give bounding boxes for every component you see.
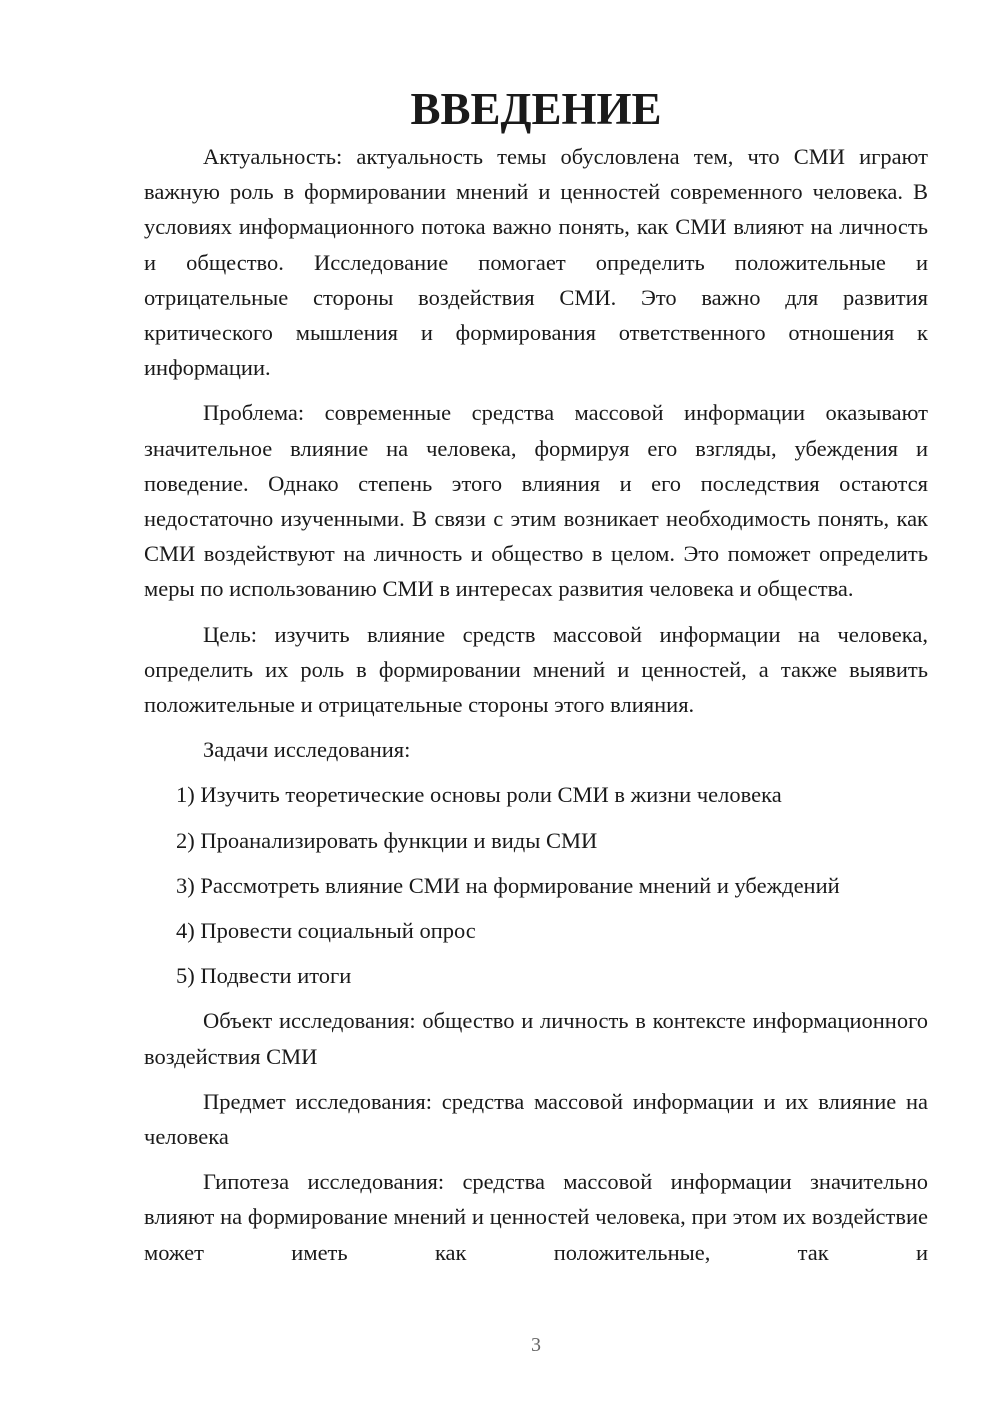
- task-item-2: 2) Проанализировать функции и виды СМИ: [176, 827, 598, 853]
- task-item-4: 4) Провести социальный опрос: [176, 918, 476, 944]
- paragraph-object: Объект исследования: общество и личность в контексте информационного воздействия СМИ: [144, 1008, 928, 1069]
- paragraph-goal: Цель: изучить влияние средств массовой информации на человека, определить их роль в формировании мнений и ценностей, а также выявить положительные и отрицательные стороны этого влияния.: [144, 621, 928, 718]
- paragraph-subject: Предмет исследования: средства массовой информации и их влияние на человека: [144, 1088, 928, 1150]
- section-title: ВВЕДЕНИЕ: [410, 84, 662, 134]
- paragraph-hypothesis: Гипотеза исследования: средства массовой информации значительно влияют на формирование мнений и ценностей человека, при этом их воздействие может иметь как положительные, так и: [144, 1169, 928, 1265]
- task-item-3: 3) Рассмотреть влияние СМИ на формирование мнений и убеждений: [176, 872, 840, 898]
- paragraph-relevance: Актуальность: актуальность темы обусловлена тем, что СМИ играют важную роль в формировании мнений и ценностей современного человека. В условиях информационного потока важно понять, как СМИ влияют на личность и общество. Исследование помогает определить положительные и отрицательные стороны воздействия СМИ. Это важно для развития критического мышления и формирования ответственного отношения к информации.: [144, 144, 928, 381]
- tasks-heading: Задачи исследования:: [203, 737, 411, 763]
- paragraph-problem: Проблема: современные средства массовой информации оказывают значительное влияние на человека, формируя его взгляды, убеждения и поведение. Однако степень этого влияния и его последствия остаются недостаточно изученными. В связи с этим возникает необходимость понять, как СМИ воздействуют на личность и общество в целом. Это поможет определить меры по использованию СМИ в интересах развития человека и общества.: [144, 400, 928, 602]
- task-item-1: 1) Изучить теоретические основы роли СМИ в жизни человека: [176, 782, 782, 808]
- tasks-list: [144, 777, 928, 993]
- page-content: [144, 84, 928, 1280]
- task-item-5: 5) Подвести итоги: [176, 963, 352, 989]
- page-number: 3: [531, 1334, 541, 1356]
